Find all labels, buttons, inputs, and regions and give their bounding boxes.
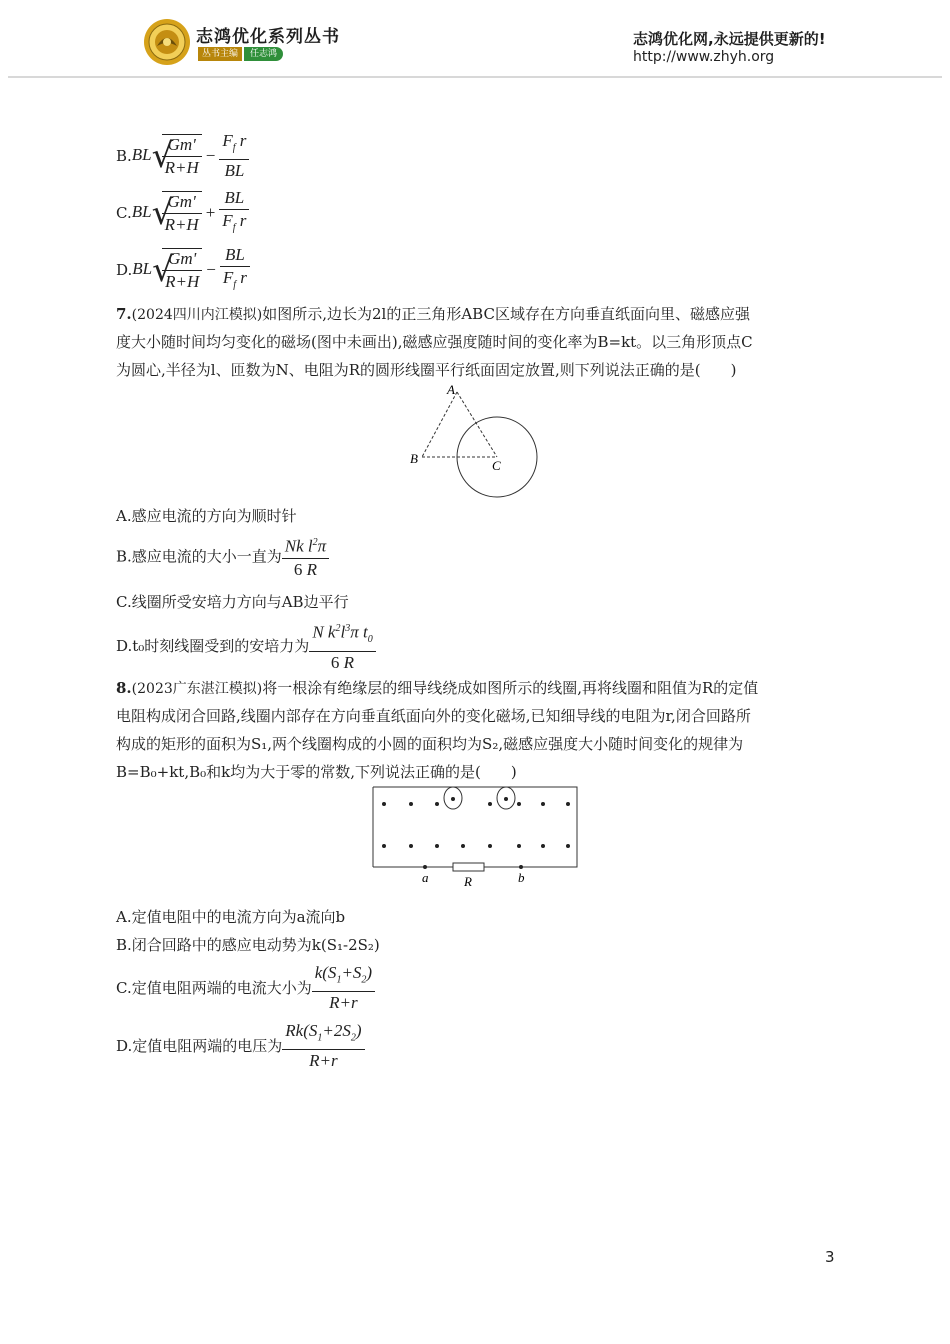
series-title: 志鸿优化系列丛书 bbox=[196, 27, 340, 47]
q7-stem-line-2: 度大小随时间均匀变化的磁场(图中未画出),磁感应强度随时间的变化率为B=kt。以三角形顶点C bbox=[116, 333, 753, 351]
field-dot bbox=[541, 844, 545, 848]
option-label: B. bbox=[116, 147, 132, 166]
q7-option-a: A.感应电流的方向为顺时针 bbox=[116, 507, 297, 525]
triangle-edge-ab bbox=[422, 392, 457, 457]
field-dot bbox=[488, 844, 492, 848]
circuit-rectangle bbox=[373, 787, 577, 867]
resistor bbox=[453, 863, 484, 871]
field-dot bbox=[566, 844, 570, 848]
label-c: C bbox=[492, 458, 501, 473]
q8-option-b: B.闭合回路中的感应电动势为k(S₁-2S₂) bbox=[116, 936, 380, 954]
q8-option-a: A.定值电阻中的电流方向为a流向b bbox=[116, 908, 346, 926]
q8-option-c: C.定值电阻两端的电流大小为 $\frac{k(S_1+S_2)}{R+r}$ bbox=[116, 962, 375, 1016]
field-dot bbox=[382, 802, 386, 806]
field-dot bbox=[435, 802, 439, 806]
field-dot bbox=[409, 844, 413, 848]
q7-option-c: C.线圈所受安培力方向与AB边平行 bbox=[116, 593, 349, 611]
editor-label: 丛书主编 bbox=[198, 47, 242, 61]
q7-option-b: B.感应电流的大小一直为 $\frac{Nk l^2\pi}{6 R}$ bbox=[116, 532, 329, 586]
q8-stem-line-3: 构成的矩形的面积为S₁,两个线圈构成的小圆的面积均为S₂,磁感应强度大小随时间变化的规律为 bbox=[116, 735, 744, 753]
field-dot bbox=[382, 844, 386, 848]
field-dot bbox=[566, 802, 570, 806]
option-label: C.定值电阻两端的电流大小为 bbox=[116, 979, 312, 998]
q7-option-d: D.t₀时刻线圈受到的安培力为 $\frac{N k^2l^3\pi t_0}{6 R}$ bbox=[116, 618, 376, 672]
publisher-logo-icon bbox=[143, 18, 191, 66]
q7-text-1: 如图所示,边长为2l的正三角形ABC区域存在方向垂直纸面向里、磁感应强 bbox=[262, 305, 750, 323]
label-b: B bbox=[410, 451, 418, 466]
q6-option-c: C.BL √ $\frac{Gm'}{R+H}$ + $\frac{BL}{F_f r}$ bbox=[116, 187, 249, 241]
label-r: R bbox=[464, 874, 472, 889]
field-dot bbox=[488, 802, 492, 806]
option-label: D. bbox=[116, 261, 133, 280]
label-b: b bbox=[518, 870, 525, 885]
field-dot bbox=[461, 844, 465, 848]
header bbox=[0, 0, 950, 80]
question-source: (2024四川内江模拟) bbox=[131, 307, 263, 323]
option-label: B.感应电流的大小一直为 bbox=[116, 547, 282, 566]
field-dot bbox=[409, 802, 413, 806]
editor-name: 任志鸿 bbox=[244, 47, 283, 61]
question-number: 7. bbox=[116, 305, 132, 323]
field-dot bbox=[541, 802, 545, 806]
label-a: a bbox=[422, 870, 429, 885]
q7-stem-line-3: 为圆心,半径为l、匝数为N、电阻为R的圆形线圈平行纸面固定放置,则下列说法正确的是( ) bbox=[116, 361, 737, 379]
q8-option-d: D.定值电阻两端的电压为 $\frac{Rk(S_1+2S_2)}{R+r}$ bbox=[116, 1020, 365, 1074]
question-source: (2023广东湛江模拟) bbox=[131, 681, 263, 697]
field-dot bbox=[451, 797, 455, 801]
q6-option-b: B.BL √ $\frac{Gm'}{R+H}$ − $\frac{F_f r}{BL}$ bbox=[116, 130, 249, 184]
option-label: D.定值电阻两端的电压为 bbox=[116, 1037, 283, 1056]
option-label: D.t₀时刻线圈受到的安培力为 bbox=[116, 637, 310, 656]
sqrt-expression: √ $\frac{Gm'}{R+H}$ bbox=[152, 134, 202, 179]
q8-stem-line-2: 电阻构成闭合回路,线圈内部存在方向垂直纸面向外的变化磁场,已知细导线的电阻为r,闭合回路所 bbox=[116, 707, 751, 725]
option-label: C. bbox=[116, 204, 132, 223]
label-a: A bbox=[447, 382, 455, 397]
q7-figure-triangle-circle bbox=[405, 382, 545, 498]
editor-badge bbox=[198, 47, 283, 61]
field-dot bbox=[517, 802, 521, 806]
q7-stem-line-1 bbox=[116, 300, 750, 329]
q8-stem-line-4: B=B₀+kt,B₀和k均为大于零的常数,下列说法正确的是( ) bbox=[116, 763, 517, 781]
slogan: 志鸿优化网,永远提供更新的! bbox=[633, 30, 826, 48]
q8-figure-coil-circuit bbox=[370, 784, 580, 894]
terminal-a bbox=[423, 865, 427, 869]
terminal-b bbox=[519, 865, 523, 869]
triangle-edge-ac bbox=[457, 392, 497, 457]
sqrt-expression: √ $\frac{Gm'}{R+H}$ bbox=[152, 191, 202, 236]
header-divider bbox=[8, 76, 942, 78]
q8-stem-line-1 bbox=[116, 674, 758, 703]
field-dot bbox=[517, 844, 521, 848]
question-number: 8. bbox=[116, 679, 132, 697]
q6-option-d: D.BL √ $\frac{Gm'}{R+H}$ − $\frac{BL}{F_f r}$ bbox=[116, 244, 250, 298]
field-dot bbox=[435, 844, 439, 848]
sqrt-expression: √ $\frac{Gm'}{R+H}$ bbox=[152, 248, 202, 293]
page-number: 3 bbox=[825, 1248, 835, 1266]
field-dot bbox=[504, 797, 508, 801]
website-url[interactable]: http://www.zhyh.org bbox=[633, 49, 775, 65]
q8-text-1: 将一根涂有绝缘层的细导线绕成如图所示的线圈,再将线圈和阻值为R的定值 bbox=[262, 679, 759, 697]
